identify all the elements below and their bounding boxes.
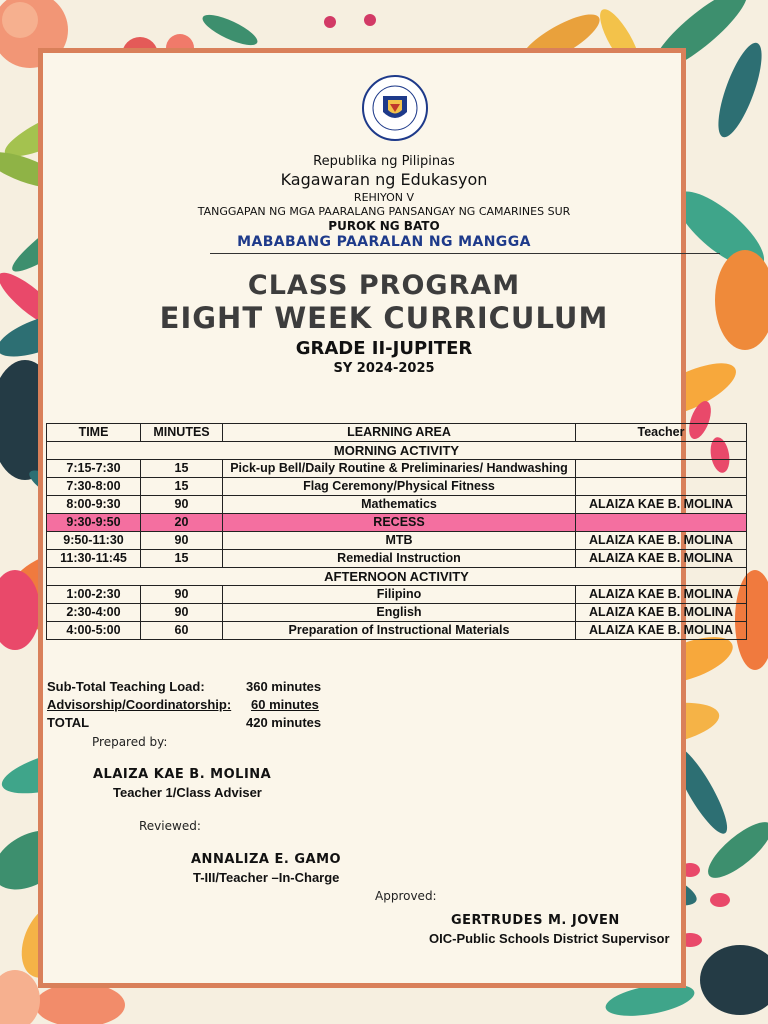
deped-seal-logo [352,74,438,142]
school-name: MABABANG PAARALAN NG MANGGA [237,234,531,250]
approved-label: Approved: [375,889,437,903]
cell-minutes: 15 [141,460,223,478]
prepared-by-name: ALAIZA KAE B. MOLINA [93,767,272,782]
cell-time: 9:30-9:50 [47,514,141,532]
total-label: TOTAL [47,715,90,730]
advisory-value: 60 minutes [251,697,319,712]
header-time: TIME [47,424,141,442]
header-learning-area: LEARNING AREA [223,424,576,442]
cell-teacher [576,460,747,478]
cell-teacher: ALAIZA KAE B. MOLINA [576,604,747,622]
approved-by-role: OIC-Public Schools District Supervisor [429,931,670,946]
reviewed-by-role: T-III/Teacher –In-Charge [193,870,340,885]
school-year: SY 2024-2025 [333,361,435,376]
table-row [47,604,747,622]
reviewed-by-name: ANNALIZA E. GAMO [191,852,342,867]
republic-line: Republika ng Pilipinas [313,154,455,169]
cell-minutes: 15 [141,550,223,568]
prepared-by-role: Teacher 1/Class Adviser [113,785,262,800]
cell-area: Filipino [223,586,576,604]
header-minutes: MINUTES [141,424,223,442]
reviewed-label: Reviewed: [139,819,201,833]
cell-minutes: 90 [141,496,223,514]
table-row [47,622,747,640]
cell-time: 9:50-11:30 [47,532,141,550]
cell-time: 1:00-2:30 [47,586,141,604]
cell-teacher: ALAIZA KAE B. MOLINA [576,550,747,568]
table-row [47,496,747,514]
cell-minutes: 90 [141,586,223,604]
total-value: 420 minutes [246,715,322,730]
table-row [47,460,747,478]
cell-teacher [576,478,747,496]
cell-time: 8:00-9:30 [47,496,141,514]
advisory-label: Advisorship/Coordinatorship: [47,697,232,712]
cell-area: RECESS [223,514,576,532]
cell-time: 7:30-8:00 [47,478,141,496]
prepared-by-label: Prepared by: [92,735,168,749]
cell-teacher: ALAIZA KAE B. MOLINA [576,532,747,550]
department-name: Kagawaran ng Edukasyon [280,170,488,189]
subtotal-value: 360 minutes [246,679,322,694]
cell-minutes: 60 [141,622,223,640]
cell-time: 7:15-7:30 [47,460,141,478]
section-row-morning [47,442,747,460]
cell-teacher: ALAIZA KAE B. MOLINA [576,622,747,640]
table-row [47,550,747,568]
table-row [47,478,747,496]
afternoon-activity-label: AFTERNOON ACTIVITY [47,568,747,586]
region-line: REHIYON V [353,191,415,204]
cell-minutes: 90 [141,604,223,622]
header-divider [210,253,720,254]
cell-area: Remedial Instruction [223,550,576,568]
grade-section: GRADE II-JUPITER [295,338,473,359]
division-line: TANGGAPAN NG MGA PAARALANG PANSANGAY NG CAMARINES SUR [197,205,571,218]
cell-area: Preparation of Instructional Materials [223,622,576,640]
cell-minutes: 20 [141,514,223,532]
approved-by-name: GERTRUDES M. JOVEN [451,913,620,928]
class-schedule-table [46,423,747,640]
cell-area: MTB [223,532,576,550]
recess-row [47,514,747,532]
section-row-afternoon [47,568,747,586]
cell-area: Flag Ceremony/Physical Fitness [223,478,576,496]
district-line: PUROK NG BATO [328,219,440,233]
cell-teacher: ALAIZA KAE B. MOLINA [576,586,747,604]
morning-activity-label: MORNING ACTIVITY [47,442,747,460]
cell-time: 2:30-4:00 [47,604,141,622]
document-subtitle: EIGHT WEEK CURRICULUM [159,301,609,335]
table-header-row [47,424,747,442]
cell-time: 11:30-11:45 [47,550,141,568]
table-row [47,586,747,604]
cell-time: 4:00-5:00 [47,622,141,640]
cell-area: English [223,604,576,622]
cell-area: Mathematics [223,496,576,514]
header-teacher: Teacher [576,424,747,442]
cell-teacher [576,514,747,532]
subtotal-label: Sub-Total Teaching Load: [47,679,205,694]
cell-minutes: 15 [141,478,223,496]
table-row [47,532,747,550]
cell-teacher: ALAIZA KAE B. MOLINA [576,496,747,514]
document-title: CLASS PROGRAM [247,270,521,301]
cell-area: Pick-up Bell/Daily Routine & Preliminaries/ Handwashing [223,460,576,478]
cell-minutes: 90 [141,532,223,550]
